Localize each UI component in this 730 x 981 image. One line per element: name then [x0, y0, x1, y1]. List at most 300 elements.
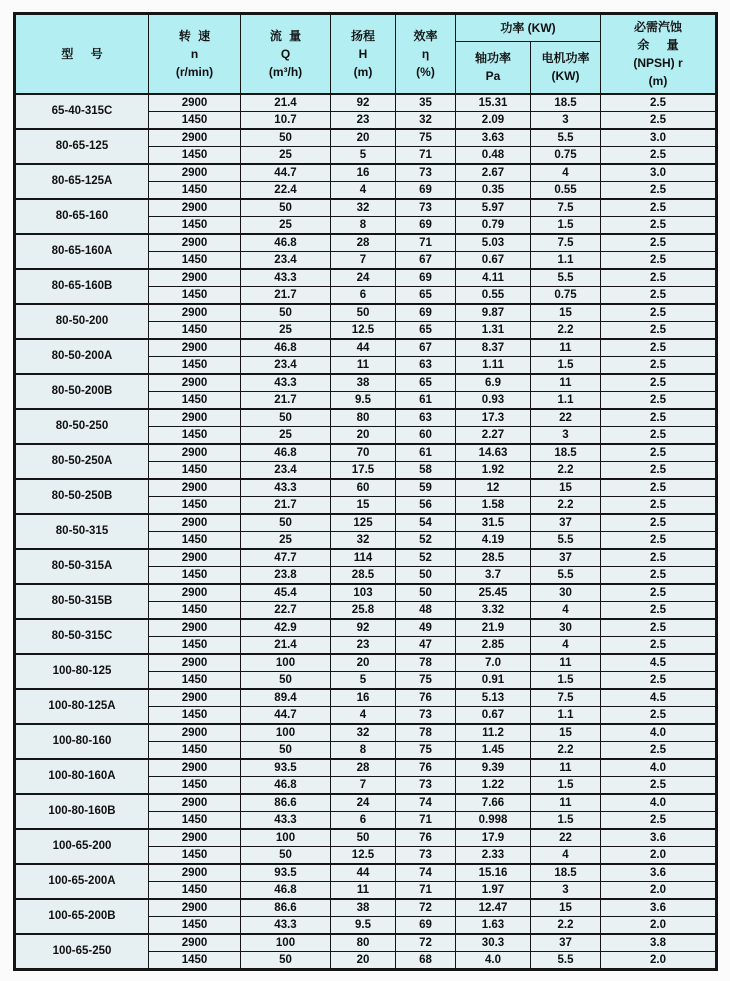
data-cell: 2.5: [601, 146, 717, 164]
table-row: [15, 584, 717, 602]
data-cell: 4: [331, 181, 396, 199]
data-cell: 3.7: [456, 566, 531, 584]
data-cell: 11.2: [456, 724, 531, 742]
data-cell: 2900: [149, 129, 241, 147]
data-cell: 42.9: [241, 619, 331, 637]
data-cell: 37: [531, 549, 601, 567]
data-cell: 0.67: [456, 251, 531, 269]
data-cell: 24: [331, 794, 396, 812]
col-header-flow: [241, 14, 331, 94]
data-cell: 18.5: [531, 94, 601, 112]
data-cell: 21.4: [241, 94, 331, 112]
model-cell: 80-50-250B: [15, 479, 149, 514]
data-cell: 9.5: [331, 916, 396, 934]
data-cell: 71: [396, 234, 456, 252]
data-cell: 5.5: [531, 951, 601, 969]
data-cell: 5.5: [531, 531, 601, 549]
data-cell: 43.3: [241, 811, 331, 829]
data-cell: 5.13: [456, 689, 531, 707]
data-cell: 38: [331, 374, 396, 392]
data-cell: 1450: [149, 531, 241, 549]
data-cell: 1450: [149, 461, 241, 479]
data-cell: 76: [396, 689, 456, 707]
data-cell: 73: [396, 846, 456, 864]
model-cell: 100-80-160B: [15, 794, 149, 829]
data-cell: 73: [396, 199, 456, 217]
data-cell: 6: [331, 811, 396, 829]
data-cell: 69: [396, 916, 456, 934]
data-cell: 5.5: [531, 566, 601, 584]
data-cell: 2.5: [601, 619, 717, 637]
data-cell: 2.33: [456, 846, 531, 864]
model-cell: 80-50-315B: [15, 584, 149, 619]
data-cell: 23.4: [241, 461, 331, 479]
model-cell: 80-50-315A: [15, 549, 149, 584]
data-cell: 1450: [149, 251, 241, 269]
data-cell: 73: [396, 164, 456, 182]
data-cell: 68: [396, 951, 456, 969]
model-cell: 80-50-250A: [15, 444, 149, 479]
table-row: [15, 724, 717, 742]
data-cell: 59: [396, 479, 456, 497]
data-cell: 78: [396, 724, 456, 742]
data-cell: 38: [331, 899, 396, 917]
data-cell: 76: [396, 829, 456, 847]
data-cell: 4: [331, 706, 396, 724]
data-cell: 2.67: [456, 164, 531, 182]
col-header-shaft-power: [456, 42, 531, 94]
data-cell: 50: [241, 199, 331, 217]
data-cell: 2.2: [531, 461, 601, 479]
data-cell: 4.19: [456, 531, 531, 549]
data-cell: 25: [241, 216, 331, 234]
data-cell: 1450: [149, 286, 241, 304]
data-cell: 2900: [149, 164, 241, 182]
data-cell: 46.8: [241, 339, 331, 357]
data-cell: 50: [241, 846, 331, 864]
table-row: [15, 199, 717, 217]
data-cell: 15: [531, 899, 601, 917]
data-cell: 50: [241, 951, 331, 969]
data-cell: 100: [241, 934, 331, 952]
data-cell: 0.55: [456, 286, 531, 304]
data-cell: 7.0: [456, 654, 531, 672]
data-cell: 86.6: [241, 899, 331, 917]
data-cell: 1450: [149, 496, 241, 514]
data-cell: 69: [396, 304, 456, 322]
data-cell: 44.7: [241, 164, 331, 182]
data-cell: 50: [331, 829, 396, 847]
data-cell: 0.91: [456, 671, 531, 689]
table-row: [15, 689, 717, 707]
model-cell: 100-65-200B: [15, 899, 149, 934]
data-cell: 73: [396, 706, 456, 724]
data-cell: 1450: [149, 846, 241, 864]
data-cell: 2900: [149, 94, 241, 112]
col-header-speed: [149, 14, 241, 94]
data-cell: 89.4: [241, 689, 331, 707]
data-cell: 43.3: [241, 479, 331, 497]
data-cell: 4.5: [601, 654, 717, 672]
data-cell: 21.7: [241, 286, 331, 304]
data-cell: 12.5: [331, 846, 396, 864]
data-cell: 20: [331, 129, 396, 147]
data-cell: 15.31: [456, 94, 531, 112]
data-cell: 2.27: [456, 426, 531, 444]
data-cell: 1.22: [456, 776, 531, 794]
data-cell: 50: [241, 741, 331, 759]
header-line: 电机功率: [541, 51, 590, 66]
data-cell: 50: [241, 409, 331, 427]
data-cell: 100: [241, 654, 331, 672]
data-cell: 46.8: [241, 881, 331, 899]
data-cell: 48: [396, 601, 456, 619]
data-cell: 32: [331, 724, 396, 742]
data-cell: 2.85: [456, 636, 531, 654]
data-cell: 58: [396, 461, 456, 479]
data-cell: 2.5: [601, 636, 717, 654]
col-header-motor-power: [531, 42, 601, 94]
data-cell: 2900: [149, 794, 241, 812]
header-line: (m³/h): [268, 64, 303, 79]
data-cell: 22: [531, 829, 601, 847]
data-cell: 0.35: [456, 181, 531, 199]
data-cell: 2900: [149, 864, 241, 882]
data-cell: 28: [331, 759, 396, 777]
data-cell: 2.5: [601, 776, 717, 794]
data-cell: 7: [331, 251, 396, 269]
data-cell: 25.8: [331, 601, 396, 619]
data-cell: 80: [331, 934, 396, 952]
data-cell: 50: [396, 566, 456, 584]
data-cell: 11: [531, 794, 601, 812]
data-cell: 11: [531, 654, 601, 672]
data-cell: 1450: [149, 881, 241, 899]
data-cell: 2.5: [601, 216, 717, 234]
data-cell: 2.5: [601, 234, 717, 252]
header-line: (m): [648, 73, 668, 88]
data-cell: 3.32: [456, 601, 531, 619]
data-cell: 15.16: [456, 864, 531, 882]
data-cell: 4.0: [601, 759, 717, 777]
data-cell: 74: [396, 794, 456, 812]
data-cell: 50: [241, 514, 331, 532]
data-cell: 69: [396, 269, 456, 287]
data-cell: 44.7: [241, 706, 331, 724]
data-cell: 7: [331, 776, 396, 794]
data-cell: 23.4: [241, 356, 331, 374]
data-cell: 2900: [149, 934, 241, 952]
data-cell: 2900: [149, 549, 241, 567]
data-cell: 2900: [149, 584, 241, 602]
data-cell: 52: [396, 549, 456, 567]
data-cell: 3: [531, 881, 601, 899]
data-cell: 1.45: [456, 741, 531, 759]
data-cell: 11: [531, 759, 601, 777]
header-line: (m): [353, 64, 373, 79]
data-cell: 46.8: [241, 234, 331, 252]
data-cell: 12.5: [331, 321, 396, 339]
table-row: [15, 409, 717, 427]
table-row: [15, 934, 717, 952]
data-cell: 18.5: [531, 444, 601, 462]
data-cell: 37: [531, 514, 601, 532]
data-cell: 28.5: [456, 549, 531, 567]
data-cell: 1450: [149, 146, 241, 164]
data-cell: 8.37: [456, 339, 531, 357]
data-cell: 4: [531, 846, 601, 864]
data-cell: 86.6: [241, 794, 331, 812]
data-cell: 2.5: [601, 514, 717, 532]
data-cell: 0.93: [456, 391, 531, 409]
data-cell: 3.6: [601, 899, 717, 917]
data-cell: 2900: [149, 304, 241, 322]
data-cell: 37: [531, 934, 601, 952]
table-row: [15, 794, 717, 812]
data-cell: 2900: [149, 234, 241, 252]
data-cell: 0.75: [531, 146, 601, 164]
data-cell: 0.75: [531, 286, 601, 304]
model-cell: 80-50-200A: [15, 339, 149, 374]
data-cell: 2900: [149, 269, 241, 287]
data-cell: 1450: [149, 321, 241, 339]
data-cell: 35: [396, 94, 456, 112]
data-cell: 9.39: [456, 759, 531, 777]
header-line: 扬程: [350, 28, 375, 43]
col-header-npsh: [601, 14, 717, 94]
model-cell: 80-50-315C: [15, 619, 149, 654]
table-row: [15, 829, 717, 847]
data-cell: 2.2: [531, 916, 601, 934]
table-row: [15, 304, 717, 322]
data-cell: 60: [396, 426, 456, 444]
data-cell: 43.3: [241, 269, 331, 287]
header-line: (NPSH) r: [633, 55, 683, 70]
data-cell: 61: [396, 444, 456, 462]
header-line: 流 量: [269, 28, 302, 43]
data-cell: 22.7: [241, 601, 331, 619]
data-cell: 4.0: [601, 794, 717, 812]
data-cell: 15: [531, 724, 601, 742]
data-cell: 1450: [149, 776, 241, 794]
table-header: [15, 14, 717, 94]
table-row: [15, 479, 717, 497]
header-line: 轴功率: [474, 51, 511, 66]
data-cell: 50: [241, 304, 331, 322]
data-cell: 5: [331, 671, 396, 689]
table-row: [15, 339, 717, 357]
data-cell: 2.5: [601, 94, 717, 112]
data-cell: 28.5: [331, 566, 396, 584]
data-cell: 60: [331, 479, 396, 497]
data-cell: 30.3: [456, 934, 531, 952]
data-cell: 69: [396, 216, 456, 234]
data-cell: 2900: [149, 654, 241, 672]
data-cell: 2.5: [601, 426, 717, 444]
data-cell: 1.5: [531, 776, 601, 794]
data-cell: 2.0: [601, 881, 717, 899]
table-row: [15, 899, 717, 917]
data-cell: 54: [396, 514, 456, 532]
data-cell: 2.5: [601, 339, 717, 357]
model-cell: 80-65-125A: [15, 164, 149, 199]
data-cell: 78: [396, 654, 456, 672]
data-cell: 2900: [149, 619, 241, 637]
data-cell: 30: [531, 584, 601, 602]
data-cell: 2.5: [601, 321, 717, 339]
data-cell: 74: [396, 864, 456, 882]
data-cell: 3: [531, 111, 601, 129]
table-row: [15, 164, 717, 182]
data-cell: 1.92: [456, 461, 531, 479]
data-cell: 2900: [149, 374, 241, 392]
data-cell: 5: [331, 146, 396, 164]
data-cell: 2.5: [601, 496, 717, 514]
table-row: [15, 444, 717, 462]
data-cell: 2.5: [601, 181, 717, 199]
data-cell: 1.11: [456, 356, 531, 374]
data-cell: 15: [531, 479, 601, 497]
data-cell: 114: [331, 549, 396, 567]
data-cell: 4.0: [456, 951, 531, 969]
data-cell: 2.5: [601, 356, 717, 374]
data-cell: 22: [531, 409, 601, 427]
data-cell: 2.5: [601, 811, 717, 829]
data-cell: 32: [396, 111, 456, 129]
data-cell: 75: [396, 741, 456, 759]
data-cell: 23: [331, 111, 396, 129]
data-cell: 20: [331, 951, 396, 969]
table-row: [15, 619, 717, 637]
data-cell: 25.45: [456, 584, 531, 602]
header-line: Q: [280, 46, 291, 61]
data-cell: 2.5: [601, 391, 717, 409]
data-cell: 8: [331, 216, 396, 234]
data-cell: 125: [331, 514, 396, 532]
data-cell: 0.48: [456, 146, 531, 164]
data-cell: 14.63: [456, 444, 531, 462]
data-cell: 2.5: [601, 304, 717, 322]
data-cell: 20: [331, 426, 396, 444]
data-cell: 21.9: [456, 619, 531, 637]
data-cell: 3.0: [601, 164, 717, 182]
data-cell: 5.5: [531, 269, 601, 287]
data-cell: 1.1: [531, 391, 601, 409]
data-cell: 0.998: [456, 811, 531, 829]
data-cell: 2.5: [601, 741, 717, 759]
data-cell: 1.5: [531, 356, 601, 374]
data-cell: 43.3: [241, 374, 331, 392]
col-header-head: [331, 14, 396, 94]
data-cell: 2900: [149, 759, 241, 777]
data-cell: 2.5: [601, 461, 717, 479]
data-cell: 100: [241, 829, 331, 847]
data-cell: 1450: [149, 741, 241, 759]
data-cell: 2.5: [601, 269, 717, 287]
data-cell: 17.9: [456, 829, 531, 847]
data-cell: 70: [331, 444, 396, 462]
header-line: 效率: [413, 28, 438, 43]
data-cell: 32: [331, 531, 396, 549]
data-cell: 71: [396, 881, 456, 899]
data-cell: 2.0: [601, 951, 717, 969]
data-cell: 49: [396, 619, 456, 637]
data-cell: 7.5: [531, 689, 601, 707]
data-cell: 4: [531, 601, 601, 619]
model-cell: 100-65-250: [15, 934, 149, 970]
data-cell: 1450: [149, 566, 241, 584]
data-cell: 6.9: [456, 374, 531, 392]
data-cell: 103: [331, 584, 396, 602]
header-line: 功率 (KW): [500, 21, 556, 35]
data-cell: 18.5: [531, 864, 601, 882]
data-cell: 3: [531, 426, 601, 444]
data-cell: 93.5: [241, 864, 331, 882]
data-cell: 71: [396, 146, 456, 164]
data-cell: 92: [331, 94, 396, 112]
data-cell: 100: [241, 724, 331, 742]
model-cell: 100-80-160: [15, 724, 149, 759]
table-row: [15, 759, 717, 777]
data-cell: 2.5: [601, 584, 717, 602]
data-cell: 1.5: [531, 811, 601, 829]
data-cell: 17.5: [331, 461, 396, 479]
data-cell: 9.5: [331, 391, 396, 409]
data-cell: 12: [456, 479, 531, 497]
header-line: (%): [416, 64, 435, 79]
data-cell: 2.5: [601, 479, 717, 497]
model-cell: 100-80-160A: [15, 759, 149, 794]
pump-spec-table: [13, 12, 718, 971]
data-cell: 43.3: [241, 916, 331, 934]
data-cell: 1.1: [531, 706, 601, 724]
data-cell: 1450: [149, 811, 241, 829]
data-cell: 1450: [149, 216, 241, 234]
data-cell: 4: [531, 164, 601, 182]
data-cell: 2.5: [601, 409, 717, 427]
data-cell: 7.5: [531, 234, 601, 252]
data-cell: 46.8: [241, 444, 331, 462]
data-cell: 45.4: [241, 584, 331, 602]
data-cell: 3.0: [601, 129, 717, 147]
data-cell: 65: [396, 321, 456, 339]
data-cell: 23.4: [241, 251, 331, 269]
data-cell: 1450: [149, 951, 241, 969]
data-cell: 1.58: [456, 496, 531, 514]
data-cell: 2900: [149, 409, 241, 427]
data-cell: 1450: [149, 181, 241, 199]
data-cell: 67: [396, 339, 456, 357]
data-cell: 2.2: [531, 321, 601, 339]
data-cell: 76: [396, 759, 456, 777]
data-cell: 21.4: [241, 636, 331, 654]
data-cell: 2900: [149, 199, 241, 217]
header-line: H: [358, 46, 368, 61]
data-cell: 1450: [149, 111, 241, 129]
data-cell: 3.63: [456, 129, 531, 147]
data-cell: 1450: [149, 601, 241, 619]
data-cell: 17.3: [456, 409, 531, 427]
data-cell: 32: [331, 199, 396, 217]
data-cell: 2.5: [601, 531, 717, 549]
data-cell: 1450: [149, 356, 241, 374]
data-cell: 24: [331, 269, 396, 287]
header-line: 型 号: [61, 46, 103, 61]
data-cell: 56: [396, 496, 456, 514]
data-cell: 15: [531, 304, 601, 322]
data-cell: 25: [241, 531, 331, 549]
data-cell: 2.09: [456, 111, 531, 129]
